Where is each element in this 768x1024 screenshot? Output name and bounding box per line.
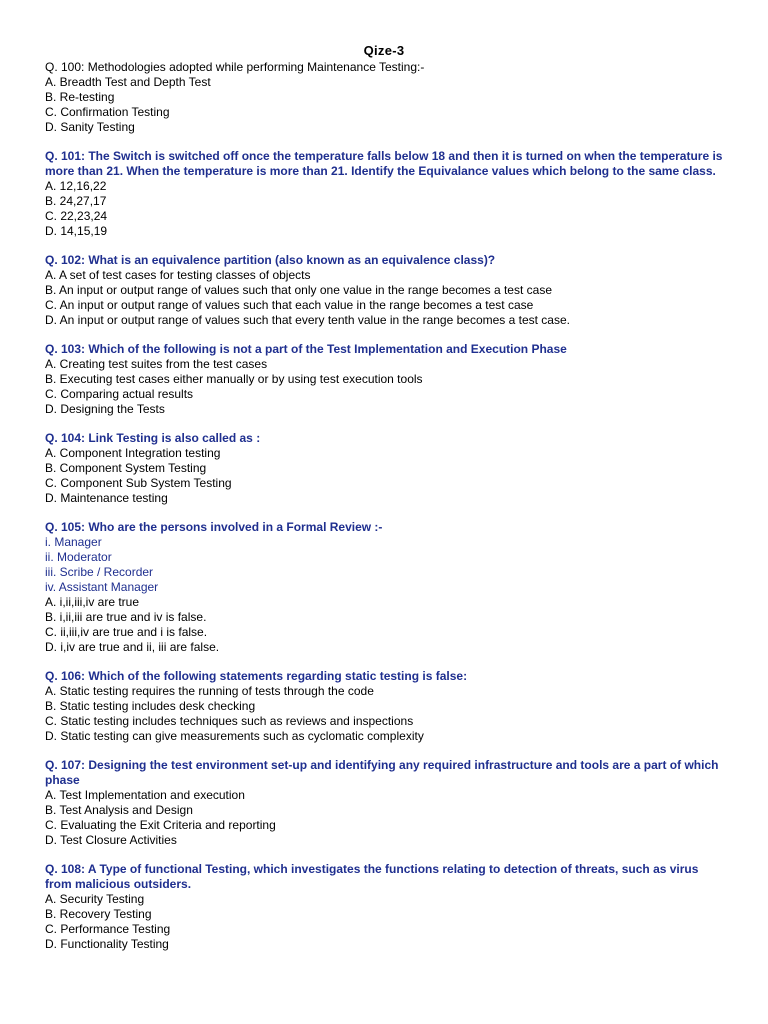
answer-option: B. 24,27,17 bbox=[45, 194, 107, 208]
question-sub-item: iv. Assistant Manager bbox=[45, 580, 159, 594]
answer-option: B. Static testing includes desk checking bbox=[45, 699, 256, 713]
answer-option: C. Component Sub System Testing bbox=[45, 476, 232, 490]
answer-option: D. 14,15,19 bbox=[45, 224, 108, 238]
answer-option: C. 22,23,24 bbox=[45, 209, 108, 223]
page-title: Qize-3 bbox=[363, 43, 405, 58]
question-text: Q. 104: Link Testing is also called as : bbox=[45, 431, 261, 445]
answer-option: C. ii,iii,iv are true and i is false. bbox=[45, 625, 208, 639]
question-block bbox=[45, 342, 725, 417]
question-block bbox=[45, 431, 725, 506]
question-text: Q. 107: Designing the test environment set-up and identifying any required infrastructure and tools are a part of which phase bbox=[45, 758, 719, 787]
answer-option: A. Static testing requires the running of tests through the code bbox=[45, 684, 374, 698]
answer-option: C. An input or output range of values such that each value in the range becomes a test case bbox=[45, 298, 534, 312]
answer-option: D. Designing the Tests bbox=[45, 402, 165, 416]
answer-option: A. A set of test cases for testing classes of objects bbox=[45, 268, 311, 282]
answer-option: D. Sanity Testing bbox=[45, 120, 135, 134]
answer-option: D. Static testing can give measurements such as cyclomatic complexity bbox=[45, 729, 424, 743]
question-sub-item: ii. Moderator bbox=[45, 550, 112, 564]
answer-option: D. i,iv are true and ii, iii are false. bbox=[45, 640, 220, 654]
question-text: Q. 105: Who are the persons involved in a Formal Review :- bbox=[45, 520, 383, 534]
question-block bbox=[45, 758, 725, 848]
answer-option: D. Maintenance testing bbox=[45, 491, 168, 505]
answer-option: A. Security Testing bbox=[45, 892, 145, 906]
answer-option: A. Test Implementation and execution bbox=[45, 788, 245, 802]
question-list bbox=[45, 60, 725, 966]
answer-option: A. Breadth Test and Depth Test bbox=[45, 75, 211, 89]
answer-option: D. Functionality Testing bbox=[45, 937, 169, 951]
answer-option: B. Executing test cases either manually or by using test execution tools bbox=[45, 372, 423, 386]
question-text: Q. 108: A Type of functional Testing, which investigates the functions relating to detection of threats, such as virus from malicious outsiders. bbox=[45, 862, 699, 891]
answer-option: D. An input or output range of values such that every tenth value in the range becomes a test case. bbox=[45, 313, 570, 327]
answer-option: C. Evaluating the Exit Criteria and reporting bbox=[45, 818, 276, 832]
question-text: Q. 103: Which of the following is not a part of the Test Implementation and Execution Phase bbox=[45, 342, 567, 356]
answer-option: C. Performance Testing bbox=[45, 922, 171, 936]
question-block bbox=[45, 862, 725, 952]
answer-option: B. i,ii,iii are true and iv is false. bbox=[45, 610, 207, 624]
answer-option: A. Component Integration testing bbox=[45, 446, 221, 460]
answer-option: C. Static testing includes techniques such as reviews and inspections bbox=[45, 714, 414, 728]
answer-option: B. Component System Testing bbox=[45, 461, 207, 475]
answer-option: B. Test Analysis and Design bbox=[45, 803, 193, 817]
question-text: Q. 101: The Switch is switched off once the temperature falls below 18 and then it is turned on when the temperature is more than 21. When the temperature is more than 21. Identify the Equivalance values which belong to the same class. bbox=[45, 149, 723, 178]
answer-option: B. Recovery Testing bbox=[45, 907, 152, 921]
question-block bbox=[45, 669, 725, 744]
question-block bbox=[45, 60, 725, 135]
question-block bbox=[45, 520, 725, 655]
question-text: Q. 100: Methodologies adopted while performing Maintenance Testing:- bbox=[45, 60, 425, 74]
answer-option: A. i,ii,iii,iv are true bbox=[45, 595, 140, 609]
answer-option: B. Re-testing bbox=[45, 90, 115, 104]
answer-option: C. Comparing actual results bbox=[45, 387, 194, 401]
question-sub-item: i. Manager bbox=[45, 535, 102, 549]
answer-option: D. Test Closure Activities bbox=[45, 833, 177, 847]
question-sub-item: iii. Scribe / Recorder bbox=[45, 565, 154, 579]
answer-option: B. An input or output range of values such that only one value in the range becomes a test case bbox=[45, 283, 552, 297]
question-block bbox=[45, 149, 725, 239]
answer-option: A. Creating test suites from the test cases bbox=[45, 357, 268, 371]
answer-option: A. 12,16,22 bbox=[45, 179, 107, 193]
question-block bbox=[45, 253, 725, 328]
answer-option: C. Confirmation Testing bbox=[45, 105, 170, 119]
question-text: Q. 106: Which of the following statements regarding static testing is false: bbox=[45, 669, 468, 683]
question-text: Q. 102: What is an equivalence partition (also known as an equivalence class)? bbox=[45, 253, 496, 267]
